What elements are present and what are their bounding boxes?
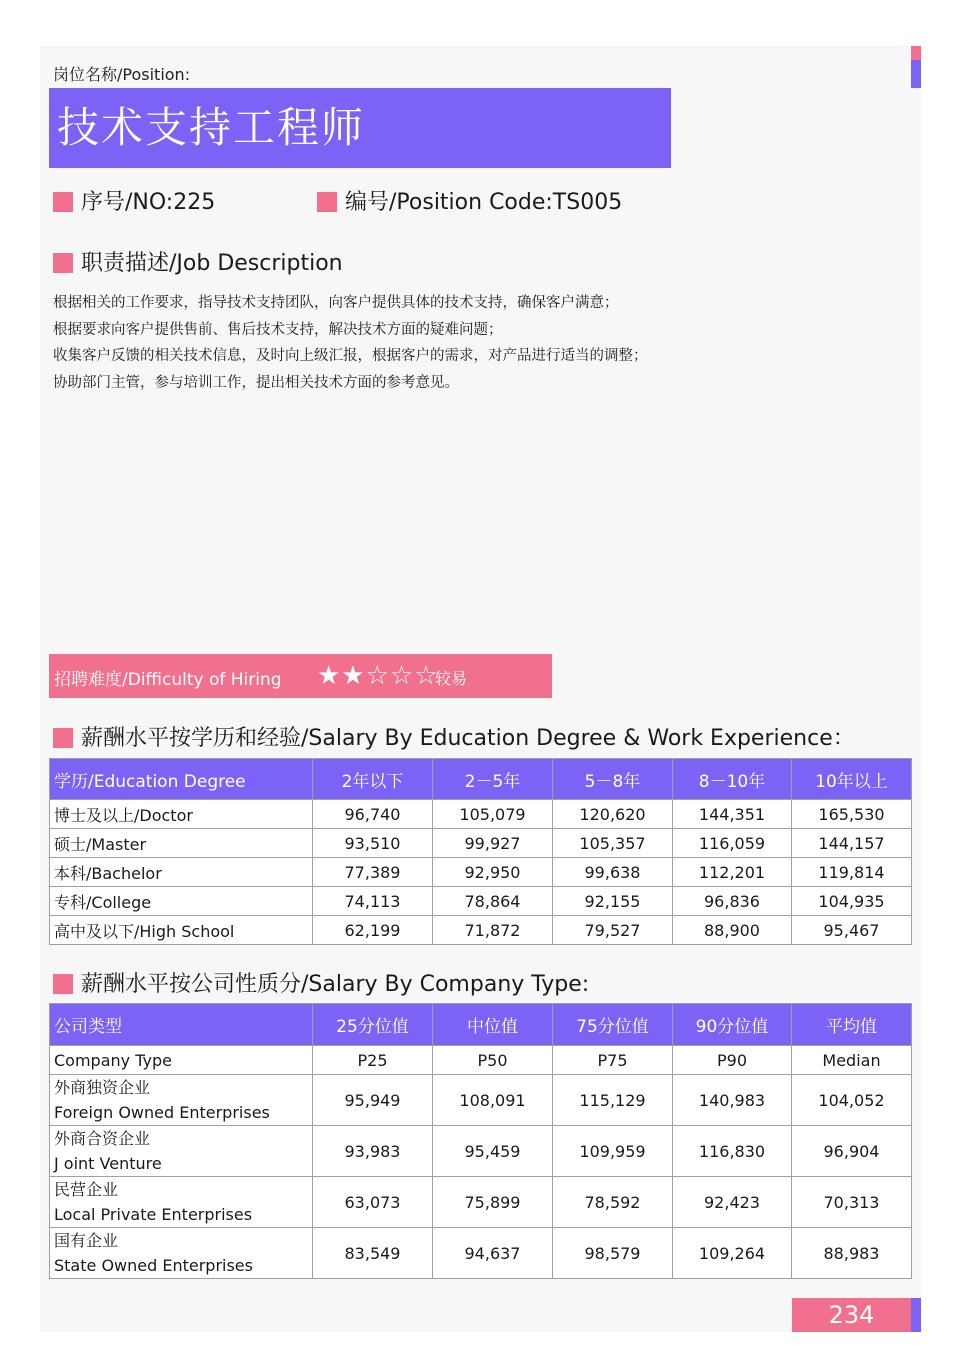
table-cell: 71,872 — [433, 916, 553, 945]
row-label: 专科/College — [50, 887, 313, 916]
salary-company-heading — [53, 967, 589, 998]
table-cell: 104,935 — [792, 887, 912, 916]
salary-company-table — [49, 1003, 912, 1279]
table-cell: 112,201 — [673, 858, 792, 887]
table-row — [50, 916, 912, 945]
row-label-cn: 外商独资企业 — [54, 1078, 151, 1097]
table-cell: 92,423 — [673, 1177, 792, 1228]
table-cell: 144,157 — [792, 829, 912, 858]
salary-education-heading-text: 薪酬水平按学历和经验/Salary By Education Degree & Work Experience： — [81, 726, 855, 751]
row-label-en: Local Private Enterprises — [54, 1205, 253, 1224]
table-cell: 119,814 — [792, 858, 912, 887]
row-label-en: J oint Venture — [54, 1154, 162, 1173]
row-label: 博士及以上/Doctor — [50, 800, 313, 829]
job-description-line: 收集客户反馈的相关技术信息，及时向上级汇报，根据客户的需求，对产品进行适当的调整； — [53, 348, 648, 364]
table-cell: 115,129 — [553, 1075, 673, 1126]
subheader-cell: P50 — [433, 1046, 553, 1075]
table-cell: 83,549 — [313, 1228, 433, 1279]
salary-education-table — [49, 758, 912, 945]
job-description-heading-text: 职责描述/Job Description — [81, 251, 343, 276]
row-label-en: Foreign Owned Enterprises — [54, 1103, 270, 1122]
column-header: 学历/Education Degree — [50, 759, 313, 800]
hiring-difficulty-bar — [49, 654, 552, 698]
row-label-cn: 外商合资企业 — [54, 1129, 151, 1148]
table-cell: 96,836 — [673, 887, 792, 916]
table-cell: 109,264 — [673, 1228, 792, 1279]
corner-accent-purple — [911, 60, 921, 88]
page-title: 技术支持工程师 — [57, 103, 366, 152]
table-header-row — [50, 759, 912, 800]
column-header: 25分位值 — [313, 1004, 433, 1046]
table-cell: 92,155 — [553, 887, 673, 916]
table-cell: 98,579 — [553, 1228, 673, 1279]
table-cell: 88,900 — [673, 916, 792, 945]
salary-company-heading-text: 薪酬水平按公司性质分/Salary By Company Type: — [81, 972, 590, 997]
table-cell: 104,052 — [792, 1075, 912, 1126]
column-header: 10年以上 — [792, 759, 912, 800]
table-subheader-row — [50, 1046, 912, 1075]
salary-education-heading — [53, 721, 855, 752]
table-cell: 88,983 — [792, 1228, 912, 1279]
position-code — [317, 185, 622, 216]
table-cell: 70,313 — [792, 1177, 912, 1228]
position-label: 岗位名称/Position: — [53, 65, 191, 84]
table-cell: 92,950 — [433, 858, 553, 887]
job-description-line: 根据相关的工作要求，指导技术支持团队，向客户提供具体的技术支持，确保客户满意； — [53, 295, 619, 311]
table-row — [50, 1177, 912, 1228]
bullet-square-icon — [53, 253, 73, 273]
page-number: 234 — [792, 1298, 911, 1332]
row-label — [50, 1075, 313, 1126]
table-cell: 79,527 — [553, 916, 673, 945]
table-cell: 94,637 — [433, 1228, 553, 1279]
subheader-cell: P25 — [313, 1046, 433, 1075]
table-cell: 109,959 — [553, 1126, 673, 1177]
row-label-cn: 国有企业 — [54, 1231, 119, 1250]
table-cell: 105,079 — [433, 800, 553, 829]
table-row — [50, 829, 912, 858]
job-description-heading — [53, 246, 343, 277]
table-cell: 95,949 — [313, 1075, 433, 1126]
row-label: 硕士/Master — [50, 829, 313, 858]
table-row — [50, 1126, 912, 1177]
column-header: 90分位值 — [673, 1004, 792, 1046]
row-label-en: State Owned Enterprises — [54, 1256, 253, 1275]
subheader-cell: P90 — [673, 1046, 792, 1075]
table-header-row — [50, 1004, 912, 1046]
table-row — [50, 887, 912, 916]
table-cell: 116,830 — [673, 1126, 792, 1177]
row-label: 高中及以下/High School — [50, 916, 313, 945]
bullet-square-icon — [53, 974, 73, 994]
table-cell: 140,983 — [673, 1075, 792, 1126]
job-description-line: 根据要求向客户提供售前、售后技术支持，解决技术方面的疑难问题； — [53, 321, 503, 338]
hiring-difficulty-label: 招聘难度/Difficulty of Hiring — [54, 670, 282, 690]
bullet-square-icon — [317, 192, 337, 212]
hiring-difficulty-text: 较易 — [435, 669, 468, 688]
column-header: 2年以下 — [313, 759, 433, 800]
star-rating-icon: ★★☆☆☆ — [317, 661, 439, 691]
subheader-cell: P75 — [553, 1046, 673, 1075]
column-header: 公司类型 — [50, 1004, 313, 1046]
table-cell: 99,927 — [433, 829, 553, 858]
row-label — [50, 1126, 313, 1177]
table-cell: 75,899 — [433, 1177, 553, 1228]
column-header: 8－10年 — [673, 759, 792, 800]
table-cell: 96,740 — [313, 800, 433, 829]
serial-number-text: 序号/NO:225 — [81, 190, 216, 215]
table-cell: 120,620 — [553, 800, 673, 829]
table-cell: 99,638 — [553, 858, 673, 887]
table-row — [50, 800, 912, 829]
table-cell: 108,091 — [433, 1075, 553, 1126]
job-description-body — [53, 290, 648, 396]
row-label-cn: 民营企业 — [54, 1180, 119, 1199]
table-cell: 95,459 — [433, 1126, 553, 1177]
column-header: 中位值 — [433, 1004, 553, 1046]
row-label: 本科/Bachelor — [50, 858, 313, 887]
table-cell: 165,530 — [792, 800, 912, 829]
table-cell: 96,904 — [792, 1126, 912, 1177]
column-header: 5－8年 — [553, 759, 673, 800]
bullet-square-icon — [53, 192, 73, 212]
table-row — [50, 1228, 912, 1279]
table-cell: 105,357 — [553, 829, 673, 858]
table-cell: 93,983 — [313, 1126, 433, 1177]
job-description-line: 协助部门主管，参与培训工作，提出相关技术方面的参考意见。 — [53, 374, 459, 391]
column-header: 75分位值 — [553, 1004, 673, 1046]
table-cell: 116,059 — [673, 829, 792, 858]
row-label — [50, 1177, 313, 1228]
column-header: 2－5年 — [433, 759, 553, 800]
table-cell: 62,199 — [313, 916, 433, 945]
table-cell: 78,864 — [433, 887, 553, 916]
corner-accent-pink — [911, 46, 921, 60]
table-cell: 144,351 — [673, 800, 792, 829]
table-cell: 77,389 — [313, 858, 433, 887]
serial-number — [53, 185, 215, 216]
subheader-cell: Median — [792, 1046, 912, 1075]
table-row — [50, 858, 912, 887]
table-cell: 63,073 — [313, 1177, 433, 1228]
row-label — [50, 1228, 313, 1279]
page-number-accent — [911, 1298, 921, 1332]
subheader-cell: Company Type — [50, 1046, 313, 1075]
table-cell: 74,113 — [313, 887, 433, 916]
bullet-square-icon — [53, 728, 73, 748]
table-cell: 78,592 — [553, 1177, 673, 1228]
table-row — [50, 1075, 912, 1126]
column-header: 平均值 — [792, 1004, 912, 1046]
table-cell: 93,510 — [313, 829, 433, 858]
table-cell: 95,467 — [792, 916, 912, 945]
position-code-text: 编号/Position Code:TS005 — [345, 190, 623, 215]
